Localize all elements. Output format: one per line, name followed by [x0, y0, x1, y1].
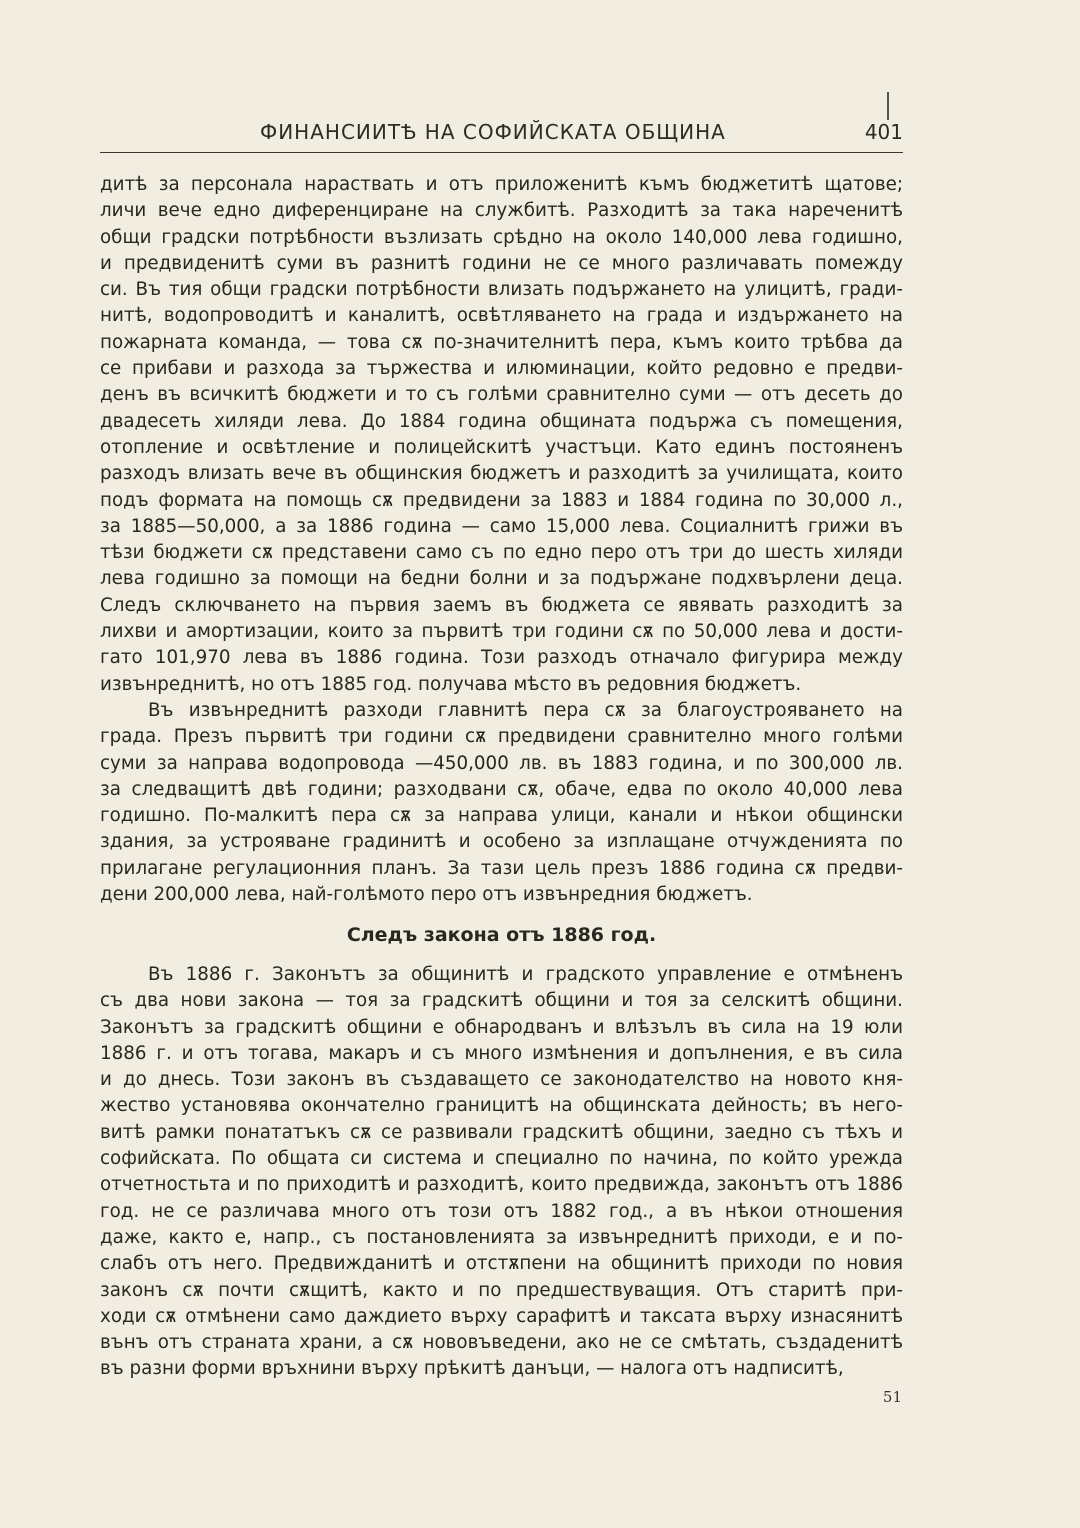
- text-line: витѣ рамки понататъкъ сѫ се развивали градскитѣ общини, заедно съ тѣхъ и: [100, 1121, 903, 1143]
- text-line: жество установява окончателно границитѣ на общинската дейность; въ него-: [100, 1095, 903, 1117]
- text-line: и до днесь. Този законъ въ създаващето се законодателство на новото кня-: [100, 1069, 903, 1091]
- text-line: разходъ влизать вече въ общинския бюджетъ и разходитѣ за училищата, които: [100, 463, 903, 485]
- text-line: личи вече едно диференциране на службитѣ. Разходитѣ за така нареченитѣ: [100, 200, 903, 222]
- text-line: прилагане регулационния планъ. За тази цель презъ 1886 година сѫ предви-: [100, 857, 903, 879]
- margin-tick: [887, 92, 889, 120]
- text-line: Законътъ за градскитѣ общини е обнародванъ и влѣзълъ въ сила на 19 юли: [100, 1016, 903, 1038]
- section-body: [100, 962, 903, 1383]
- text-line: за 1885—50,000, а за 1886 година — само 15,000 лева. Социалнитѣ грижи въ: [100, 515, 903, 537]
- text-line: Въ извънреднитѣ разходи главнитѣ пера сѫ за благоустрояването на: [148, 699, 903, 721]
- running-title: ФИНАНСИИТѢ НА СОФИЙСКАТА ОБЩИНА: [260, 120, 726, 144]
- text-line: законъ сѫ почти сѫщитѣ, както и по предшествуващия. Отъ старитѣ при-: [100, 1279, 903, 1301]
- text-line: гато 101,970 лева въ 1886 година. Този разходъ отначало фигурира между: [100, 647, 903, 669]
- text-line: подъ формата на помощь сѫ предвидени за 1883 и 1884 година по 30,000 л.,: [100, 489, 903, 511]
- text-line: софийската. По общата си система и специално по начина, по който урежда: [100, 1148, 903, 1170]
- section-heading: Следъ закона отъ 1886 год.: [346, 924, 657, 946]
- text-line: слабъ отъ него. Предвижданитѣ и отстѫпени на общинитѣ приходи по новия: [100, 1253, 903, 1275]
- text-line: дитѣ за персонала нараствать и отъ приложенитѣ къмъ бюджетитѣ щатове;: [100, 174, 903, 195]
- text-line: дени 200,000 лева, най-голѣмото перо отъ извънредния бюджетъ.: [100, 884, 753, 906]
- text-line: си. Въ тия общи градски потрѣбности влизать подържането на улицитѣ, гради-: [100, 279, 903, 301]
- text-line: тѣзи бюджети сѫ представени само съ по едно перо отъ три до шесть хиляди: [100, 542, 903, 564]
- text-line: даже, както е, напр., съ постановленията за извънреднитѣ приходи, е и по-: [100, 1226, 903, 1248]
- text-line: отопление и освѣтление и полицейскитѣ участъци. Като единъ постояненъ: [100, 436, 903, 458]
- signature-mark: 51: [882, 1388, 902, 1406]
- text-line: 1886 г. и отъ тогава, макаръ и съ много измѣнения и допълнения, е въ сила: [100, 1042, 903, 1064]
- text-line: общи градски потрѣбности възлизать срѣдно на около 140,000 лева годишно,: [100, 226, 903, 248]
- text-line: съ два нови закона — тоя за градскитѣ общини и тоя за селскитѣ общини.: [100, 990, 903, 1012]
- text-line: извънреднитѣ, но отъ 1885 год. получава мѣсто въ редовния бюджетъ.: [100, 673, 802, 695]
- body-text: [100, 172, 903, 908]
- paragraph-3: [100, 962, 903, 1383]
- text-line: пожарната команда, — това сѫ по-значителнитѣ пера, къмъ които трѣбва да: [100, 331, 903, 353]
- text-line: Следъ сключването на първия заемъ въ бюджета се явявать разходитѣ за: [100, 594, 903, 616]
- text-line: отчетностьта и по приходитѣ и разходитѣ, които предвижда, законътъ отъ 1886: [100, 1174, 903, 1196]
- text-line: денъ въ всичкитѣ бюджети и то съ голѣми сравнително суми — отъ десеть до: [100, 384, 903, 406]
- paragraph-2: [100, 698, 903, 908]
- running-header: [100, 118, 903, 153]
- text-line: лихви и амортизации, които за първитѣ три години сѫ по 50,000 лева и дости-: [100, 621, 903, 643]
- text-line: нитѣ, водопроводитѣ и каналитѣ, освѣтляването на града и издържането на: [100, 305, 903, 327]
- text-line: лева годишно за помощи на бедни болни и за подържане подхвърлени деца.: [100, 568, 903, 590]
- text-line: Въ 1886 г. Законътъ за общинитѣ и градското управление е отмѣненъ: [148, 964, 903, 985]
- text-line: се прибави и разхода за тържества и илюминации, който редовно е предви-: [100, 358, 903, 380]
- text-line: год. не се различава много отъ този отъ 1882 год., а въ нѣкои отношения: [100, 1200, 903, 1222]
- paragraph-1: [100, 172, 903, 698]
- text-line: суми за направа водопровода —450,000 лв. въ 1883 година, и по 300,000 лв.: [100, 752, 903, 774]
- text-line: здания, за устрояване градинитѣ и особено за изплащане отчужденията по: [100, 831, 903, 853]
- text-line: ходи сѫ отмѣнени само даждието върху сарафитѣ и таксата върху изнасянитѣ: [100, 1305, 903, 1327]
- text-line: двадесеть хиляди лева. До 1884 година общината подържа съ помещения,: [100, 410, 903, 432]
- text-line: за следващитѣ двѣ години; разходвани сѫ, обаче, едва по около 40,000 лева: [100, 778, 903, 800]
- text-line: града. Презъ първитѣ три години сѫ предвидени сравнително много голѣми: [100, 726, 903, 748]
- text-line: и предвиденитѣ суми въ разнитѣ години не се много различавать помежду: [100, 252, 903, 274]
- page-number: 401: [864, 120, 903, 144]
- text-line: вънъ отъ страната храни, а сѫ нововъведени, ако не се смѣтать, създаденитѣ: [100, 1332, 903, 1354]
- text-line: въ разни форми връхнини върху прѣкитѣ данъци, — налога отъ надписитѣ,: [100, 1358, 844, 1380]
- text-line: годишно. По-малкитѣ пера сѫ за направа улици, канали и нѣкои общински: [100, 805, 903, 827]
